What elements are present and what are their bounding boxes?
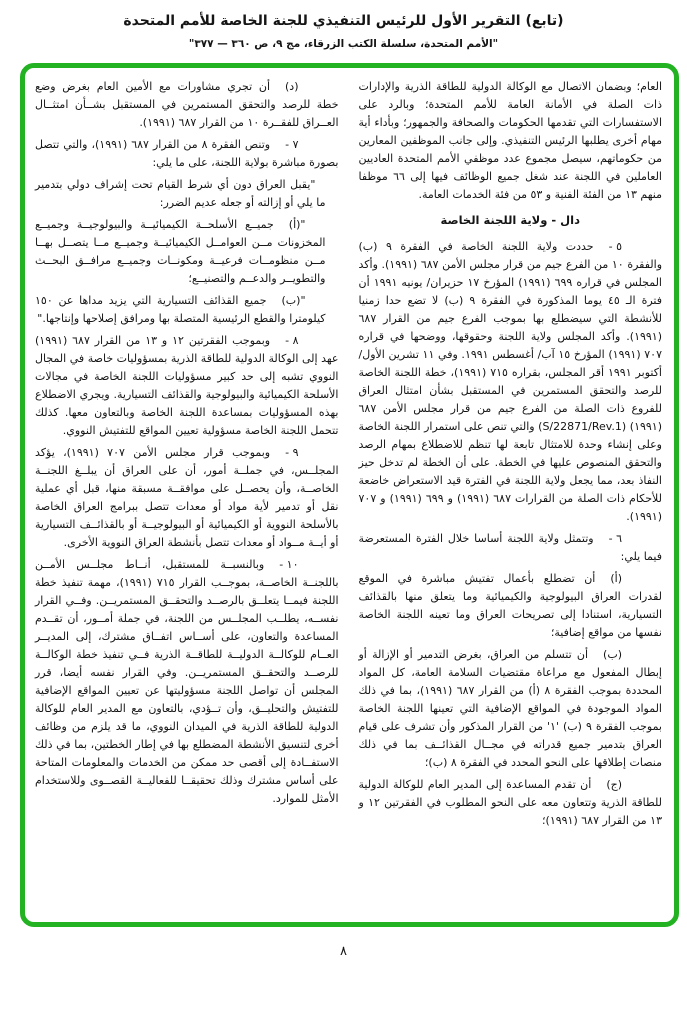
paragraph-9 bbox=[35, 444, 339, 552]
paragraph-8-number: ٨ - bbox=[285, 333, 299, 347]
subparagraph-c bbox=[359, 776, 663, 830]
quote-subparagraph-b-label: "(ب) bbox=[281, 293, 306, 307]
page-number: ٨ bbox=[340, 943, 347, 959]
document-frame bbox=[20, 63, 679, 927]
quote-subparagraph-a-label: "(أ) bbox=[288, 217, 306, 231]
subparagraph-d-text: أن تجري مشاورات مع الأمين العام بغرض وضع خطة للرصد والتحقق المستمرين في المستقبل بشــأن امتثــال العــراق للفقــرة ١٠ من القرار ٦٨٧ (١٩٩١). bbox=[35, 79, 339, 129]
paragraph-5 bbox=[359, 238, 663, 526]
paragraph-5-number: ٥ - bbox=[608, 239, 622, 253]
subparagraph-b-text: أن تتسلم من العراق، بغرض التدمير أو الإزالة أو إبطال المفعول مع مراعاة مقتضيات السلامة العامة، كل المواد المحددة بموجب الفقرة ٨ (أ) من القرار ٦٨٧ (١٩٩١)، بما في ذلك المواد الموجودة في المواقع الإضافية التي تعينها اللجنة الخاصة بموجب الفقرة ٩ (ب) '١' من القرار المذكور وأن تشرف على قيام العراق بتدمير جميع قدراته في مجــال القذائــف بما في ذلك منصات إطلاقها على النحو المحدد في الفقرة ٨ (ب)؛ bbox=[358, 647, 662, 769]
paragraph-8-text: وبموجب الفقرتين ١٢ و ١٣ من القرار ٦٨٧ (١٩٩١) عهد إلى الوكالة الدولية للطاقة الذرية بمسؤوليات خاصة في المجال النووي تشبه إلى حد كبير مسؤوليات اللجنة الخاصة في مجالات الأسلحة الكيميائية والبيولوجية والقذائف التسيارية. ويجري الاضطلاع بهذه المسؤوليات بمساعدة اللجنة الخاصة وبالتعاون معها. كذلك تتحمل اللجنة الخاصة مسؤولية تعيين المواقع للتفتيش النووي. bbox=[35, 333, 339, 437]
subparagraph-c-label: (ج) bbox=[606, 777, 622, 791]
page-title: (تابع) التقرير الأول للرئيس التنفيذي للجنة الخاصة للأمم المتحدة bbox=[123, 13, 564, 29]
subparagraph-a bbox=[359, 570, 663, 642]
paragraph-5-text: حددت ولاية اللجنة الخاصة في الفقرة ٩ (ب) والفقرة ١٠ من الفرع جيم من قرار مجلس الأمن ٦٨٧ (١٩٩١). وأكد المجلس في قراره ٦٩٩ (١٩٩١) المؤرخ ١٧ حزيران/ يونيه ١٩٩١ أن فترة الـ ٤٥ يوما المذكورة في الفقرة ٩ (ب) لا تضع حدا زمنيا للأنشطة التي سيضطلع بها بموجب الفرع جيم من القرار ٦٨٧ (١٩٩١). وأكد المجلس ولاية اللجنة وحقوقها، ووضحها في قراره ٧٠٧ (١٩٩١) المؤرخ ١٥ آب/ أغسطس ١٩٩١. وفي ١١ تشرين الأول/ أكتوبر ١٩٩١ أقر المجلس، بقراره ٧١٥ (١٩٩١)، خطة اللجنة الخاصة للرصد والتحقق المستمرين في المستقبل بشأن امتثال العراق للفروع ذات الصلة من الفرع جيم من قرار مجلس الأمن ٦٨٧ (١٩٩١) (S/22871/Rev.1) والتي تنص على استمرار اللجنة الخاصة وعلى إنشاء وحدة للامتثال تابعة لها تنظم للاضطلاع بمهام الرصد والتحقق المنصوص عليها في الخطة. على أن الخطة لم تدخل حيز النفاذ بعد، مما يجعل ولاية اللجنة في الفترة قيد الاستعراض خاضعة للأحكام ذات الصلة من القرارات ٦٨٧ (١٩٩١) و ٦٩٩ (١٩٩١) و ٧٠٧ (١٩٩١). bbox=[358, 239, 663, 523]
paragraph-6-text: وتتمثل ولاية اللجنة أساسا خلال الفترة المستعرضة فيما يلي: bbox=[358, 531, 662, 563]
quote-intro: "يقبل العراق دون أي شرط القيام تحت إشراف دولي بتدمير ما يلي أو إزالته أو جعله عديم الضرر: bbox=[35, 177, 326, 209]
subparagraph-d bbox=[35, 78, 339, 132]
page-header bbox=[0, 0, 687, 50]
paragraph-7 bbox=[35, 136, 339, 172]
paragraph-6-number: ٦ - bbox=[608, 531, 622, 545]
subparagraph-a-label: (أ) bbox=[610, 571, 622, 585]
paragraph-continuation: العام؛ وبضمان الاتصال مع الوكالة الدولية للطاقة الذرية والإدارات ذات الصلة في الأمانة العامة للأمم المتحدة؛ وبالرد على الاستفسارات التي تقدمها الحكومات والصحافة والجمهور؛ وبأداء أية مهام أخرى يطلبها الرئيس التنفيذي. وإلى جانب الموظفين المعارين من حكوماتهم، سيصل مجموع عدد موظفي الأمم المتحدة العاديين العاملين في اللجنة عند شغل جميع الوظائف فيها إلى ٦٦ موظفا منهم ١٣ من الفئة الفنية و ٥٣ من فئة الخدمات العامة. bbox=[358, 79, 662, 201]
subparagraph-c-text: أن تقدم المساعدة إلى المدير العام للوكالة الدولية للطاقة الذرية وتتعاون معه على النحو المطلوب في الفقرتين ١٢ و ١٣ من القرار ٦٨٧ (١٩٩١)؛ bbox=[358, 777, 662, 827]
paragraph-10-number: ١٠ - bbox=[279, 557, 299, 571]
subparagraph-d-label: (د) bbox=[285, 79, 299, 93]
paragraph-7-number: ٧ - bbox=[285, 137, 299, 151]
subparagraph-b-label: (ب) bbox=[603, 647, 622, 661]
paragraph-10-text: وبالنسبــة للمستقبل، أنــاط مجلــس الأمــن باللجنــة الخاصــة، بموجــب القرار ٧١٥ (١٩٩١)، مهمة تنفيذ خطة اللجنة فيمــا يتعلــق بالرصــد والتحقــق المستمريــن. وفــي القرار نفســه، يطلــب المجلــس من اللجنة، في جملة أمــور، أن تقــدم المساعدة والتعاون، على أســاس اتفــاق مشترك، إلى المديــر العــام للوكالــة الدوليــة للطاقــة الذرية فــي تنفيذ خطة الوكالــة للرصــد والتحقــق المستمريــن. وفي القرار نفسه أيضا، قرر المجلس أن تواصل اللجنة مسؤوليتها عن تعيين المواقع الإضافية للتفتيش والتحليــق، وأن تــؤدي، بالتعاون مع المدير العام للوكالة الدولية للطاقة الذرية في الميدان النووي، ما قد يلزم من وظائف أخرى لتنسيق الأنشطة المضطلع بها في إطار الخطتين، بما في ذلك الاستفــادة إلى أقصى حد ممكن من الخدمات والمعلومات المتاحة على أساس مشترك وذلك تحقيقــا للفعاليــة القصــوى وللاستخدام الأمثل للموارد. bbox=[35, 557, 339, 805]
quote-subparagraph-b-text: جميع القذائف التسيارية التي يزيد مداها عن ١٥٠ كيلومترا والقطع الرئيسية المتصلة بها ومرافق إصلاحها وإنتاجها." bbox=[35, 293, 326, 325]
column-left bbox=[35, 78, 339, 914]
subparagraph-a-text: أن تضطلع بأعمال تفتيش مباشرة في الموقع لقدرات العراق البيولوجية والكيميائية وما يتعلق منها بالقذائف التسيارية، استنادا إلى تصريحات العراق وما تعينه اللجنة الخاصة نفسها من مواقع إضافية؛ bbox=[358, 571, 662, 639]
paragraph-6 bbox=[359, 530, 663, 566]
paragraph-9-number: ٩ - bbox=[285, 445, 299, 459]
paragraph-8 bbox=[35, 332, 339, 440]
quote-subparagraph-a-text: جميــع الأسلحــة الكيميائيــة والبيولوجيــة وجميــع المخزونات مــن العوامــل الكيميائيــة وجميــع مــا يتصــل بهــا مــن منظومــات فرعيــة ومكونــات وجميــع مرافــق البحــث والتطويــر والدعــم والتصنيــع؛ bbox=[35, 217, 326, 285]
subparagraph-b bbox=[359, 646, 663, 772]
page-subtitle: "الأمم المتحدة، سلسلة الكتب الزرقاء، مج ٩، ص ٣٦٠ — ٣٧٧" bbox=[188, 37, 499, 50]
quote-subparagraph-b bbox=[35, 292, 339, 328]
column-right bbox=[359, 78, 663, 914]
paragraph-9-text: وبموجب قرار مجلس الأمن ٧٠٧ (١٩٩١)، يؤكد المجلــس، في جملــة أمور، أن على العراق أن يبلــغ اللجنــة الخاصــة، وأن يحصــل على موافقــة مسبقة منها، قبل أي عملية نقل أو تدمير لأية مواد أو معدات تتصل ببرامج العراق الخاصة بالأسلحة النووية أو الكيميائية أو البيولوجيــة أو بالقذائــف التسيارية أو أيــة مــواد أو معدات تتصل بأنشطة العراق النووية الأخرى. bbox=[35, 445, 339, 549]
section-heading: دال - ولاية اللجنة الخاصة bbox=[440, 212, 580, 227]
paragraph-7-text: وتنص الفقرة ٨ من القرار ٦٨٧ (١٩٩١)، والتي تتصل بصورة مباشرة بولاية اللجنة، على ما يلي: bbox=[35, 137, 339, 169]
text-columns bbox=[35, 78, 662, 914]
paragraph-10 bbox=[35, 556, 339, 808]
quote-subparagraph-a bbox=[35, 216, 339, 288]
